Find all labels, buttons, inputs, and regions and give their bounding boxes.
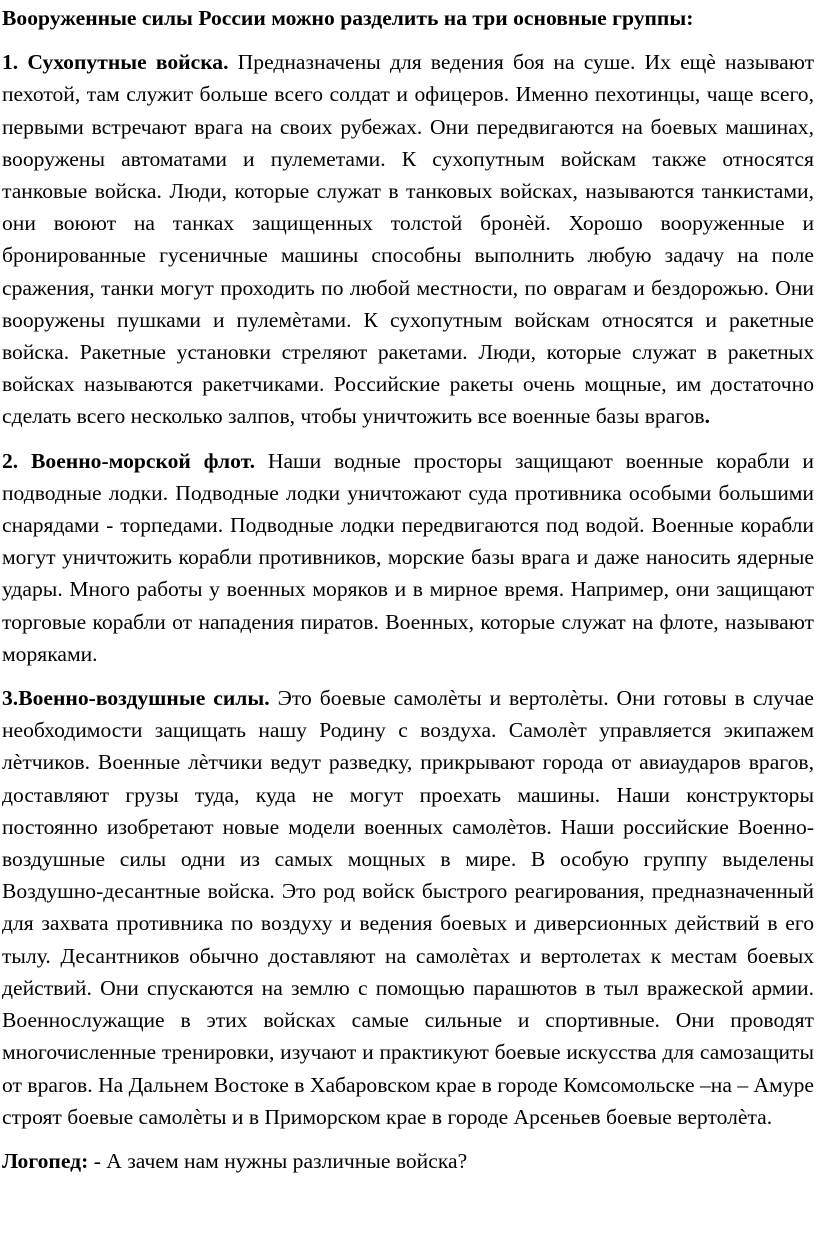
document-heading: Вооруженные силы России можно разделить на три основные группы: bbox=[2, 6, 694, 30]
dialog-text: - А зачем нам нужны различные войска? bbox=[93, 1148, 468, 1173]
dialog-line bbox=[2, 1145, 814, 1177]
section-title-navy: 2. Военно-морской флот. bbox=[2, 448, 256, 473]
section-body-navy: Наши водные просторы защищают военные корабли и подводные лодки. Подводные лодки уничтожают суда противника особыми большими снарядами - торпедами. Подводные лодки передвигаются под водой. Военные корабли могут уничтожить корабли противников, морские базы врага и даже наносить ядерные удары. Много работы у военных моряков и в мирное время. Например, они защищают торговые корабли от нападения пиратов. Военных, которые служат на флоте, называют моряками. bbox=[2, 448, 814, 666]
section-air-force bbox=[2, 682, 814, 1133]
section-ground-forces bbox=[2, 46, 814, 432]
document-page bbox=[2, 0, 814, 1177]
section-title-ground-forces: 1. Сухопутные войска. bbox=[2, 50, 229, 75]
section-body-air-force: Это боевые самолѐты и вертолѐты. Они готовы в случае необходимости защищать нашу Родину с воздуха. Самолѐт управляется экипажем лѐтчиков. Военные лѐтчики ведут разведку, прикрывают города от авиаударов врагов, доставляют грузы туда, куда не могут проехать машины. Наши конструкторы постоянно изобретают новые модели военных самолѐтов. Наши российские Военно-воздушные силы одни из самых мощных в мире. В особую группу выделены Воздушно-десантные войска. Это род войск быстрого реагирования, предназначенный для захвата противника по воздуху и ведения боевых и диверсионных действий в его тылу. Десантников обычно доставляют на самолѐтах и вертолетах к местам боевых действий. Они спускаются на землю с помощью парашютов в тыл вражеской армии. Военнослужащие в этих войсках самые сильные и спортивные. Они проводят многочисленные тренировки, изучают и практикуют боевые искусства для самозащиты от врагов. На Дальнем Востоке в Хабаровском крае в городе Комсомольске –на – Амуре строят боевые самолѐты и в Приморском крае в городе Арсеньев боевые вертолѐта. bbox=[2, 686, 815, 1129]
section-tail-ground-forces: . bbox=[704, 404, 711, 429]
dialog-speaker: Логопед: bbox=[2, 1148, 89, 1173]
section-navy bbox=[2, 445, 814, 670]
section-body-ground-forces: Предназначены для ведения боя на суше. Их ещѐ называют пехотой, там служит больше всего солдат и офицеров. Именно пехотинцы, чаще всего, первыми встречают врага на своих рубежах. Они передвигаются на боевых машинах, вооружены автоматами и пулеметами. К сухопутным войскам также относятся танковые войска. Люди, которые служат в танковых войсках, называются танкистами, они воюют на танках защищенных толстой бронѐй. Хорошо вооруженные и бронированные гусеничные машины способны выполнить любую задачу на поле сражения, танки могут проходить по любой местности, по оврагам и бездорожью. Они вооружены пушками и пулемѐтами. К сухопутным войскам относятся и ракетные войска. Ракетные установки стреляют ракетами. Люди, которые служат в ракетных войсках называются ракетчиками. Российские ракеты очень мощные, им достаточно сделать всего несколько залпов, чтобы уничтожить все военные базы врагов bbox=[2, 50, 815, 429]
section-title-air-force: 3.Военно-воздушные силы. bbox=[2, 686, 270, 711]
